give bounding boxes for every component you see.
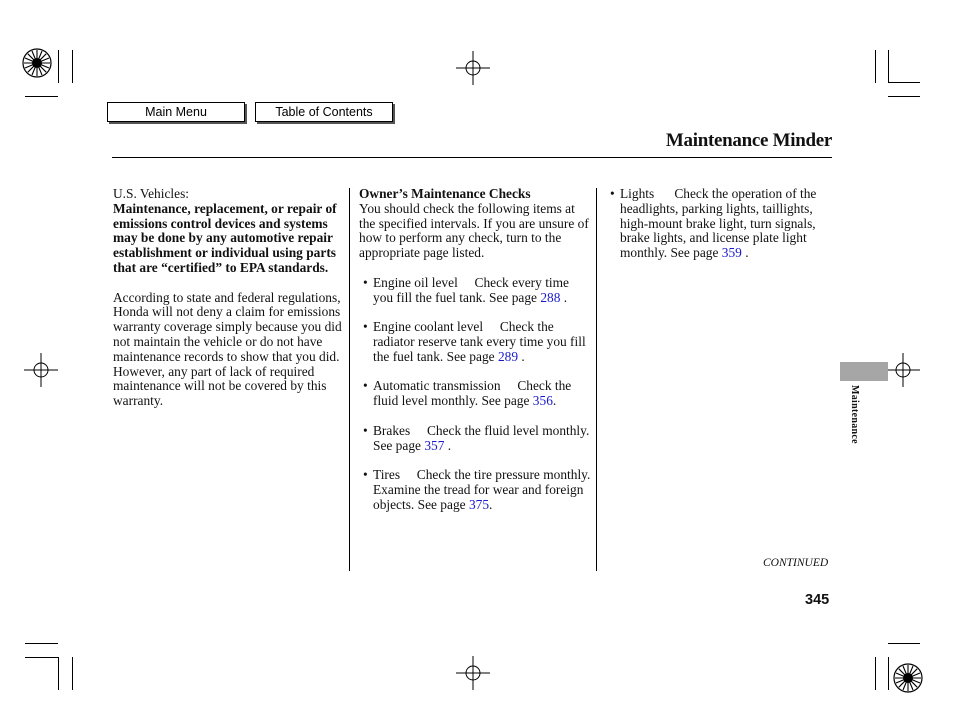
check-text: Check the fluid level monthly. See page: [373, 378, 572, 409]
registration-mark-icon: [21, 47, 53, 79]
emissions-notice: Maintenance, replacement, or repair of emissions control devices and systems may be done by any automotive repair establishment or individual using parts that are “certified” to EPA standards.: [113, 200, 337, 275]
column-left: [113, 187, 343, 409]
crosshair-icon: [456, 656, 490, 690]
crop-mark: [25, 657, 58, 658]
list-item: • Brakes Check the fluid level monthly. See page 357 .: [363, 422, 590, 453]
crop-mark: [25, 96, 58, 97]
check-name: Engine oil level: [373, 274, 458, 290]
page-link[interactable]: 288: [540, 289, 561, 305]
list-item: • Engine oil level Check every time you fill the fuel tank. See page 288 .: [363, 274, 569, 305]
registration-mark-icon: [892, 662, 924, 694]
section-tab: [840, 362, 888, 381]
page-link[interactable]: 289: [497, 348, 519, 364]
check-name: Engine coolant level: [373, 319, 484, 335]
list-item: • Lights Check the operation of the headlights, parking lights, taillights, high-mount brake light, turn signals, brake lights, and license plate light monthly. See page 359 .: [610, 186, 817, 261]
check-text: Check the tire pressure monthly. Examine the tread for wear and foreign objects. See page: [373, 467, 591, 512]
column-middle: [359, 187, 591, 527]
crop-mark: [72, 50, 73, 83]
crop-mark: [888, 82, 920, 83]
title-rule: [112, 157, 832, 158]
crop-mark: [888, 643, 920, 644]
page-link[interactable]: 357: [424, 437, 445, 453]
check-text: Check the operation of the headlights, parking lights, taillights, high-mount brake light, turn signals, brake lights, and license plate light monthly. See page: [620, 186, 817, 261]
checks-intro: You should check the following items at the specified intervals. If you are unsure of how to perform any check, turn to the appropriate page listed.: [359, 200, 589, 261]
crop-mark: [888, 657, 889, 690]
page-link[interactable]: 359: [721, 245, 742, 261]
list-item: • Automatic transmission Check the fluid level monthly. See page 356.: [363, 378, 572, 409]
check-name: Automatic transmission: [373, 378, 501, 394]
column-divider: [349, 188, 350, 571]
check-name: Brakes: [373, 422, 411, 438]
crop-mark: [888, 96, 920, 97]
crop-mark: [888, 50, 889, 83]
crop-mark: [58, 657, 59, 690]
check-name: Tires: [373, 467, 401, 483]
section-tab-label: Maintenance: [849, 385, 860, 444]
crosshair-icon: [24, 353, 58, 387]
check-name: Lights: [620, 186, 655, 201]
crop-mark: [875, 657, 876, 690]
check-text: Check the fluid level monthly. See page: [373, 422, 590, 453]
crop-mark: [58, 50, 59, 83]
section-heading: U.S. Vehicles:: [113, 186, 190, 201]
continued-label: CONTINUED: [763, 557, 829, 569]
page-number: 345: [805, 592, 830, 608]
crop-mark: [72, 657, 73, 690]
column-right: [610, 187, 830, 276]
page-title: Maintenance Minder: [665, 130, 832, 151]
check-text: Check every time you fill the fuel tank. See page: [373, 274, 569, 305]
warranty-paragraph: According to state and federal regulations, Honda will not deny a claim for emissions warranty coverage simply because you did not maintain the vehicle or do not have maintenance records to show that you did. However, any part of lack of required maintenance will not be covered by this warranty.: [113, 289, 342, 409]
checks-heading: Owner’s Maintenance Checks: [359, 186, 531, 201]
check-text: Check the radiator reserve tank every time you fill the fuel tank. See page: [373, 319, 586, 364]
crosshair-icon: [456, 51, 490, 85]
crop-mark: [875, 50, 876, 83]
crosshair-icon: [886, 353, 920, 387]
table-of-contents-button[interactable]: Table of Contents: [255, 102, 393, 122]
page-link[interactable]: 375: [468, 496, 490, 512]
crop-mark: [25, 643, 58, 644]
list-item: • Engine coolant level Check the radiator reserve tank every time you fill the fuel tank. See page 289 .: [363, 319, 586, 364]
list-item: • Tires Check the tire pressure monthly. Examine the tread for wear and foreign objects. See page 375.: [363, 467, 591, 512]
page-link[interactable]: 356: [532, 393, 553, 409]
main-menu-button[interactable]: Main Menu: [107, 102, 245, 122]
column-divider: [596, 188, 597, 571]
